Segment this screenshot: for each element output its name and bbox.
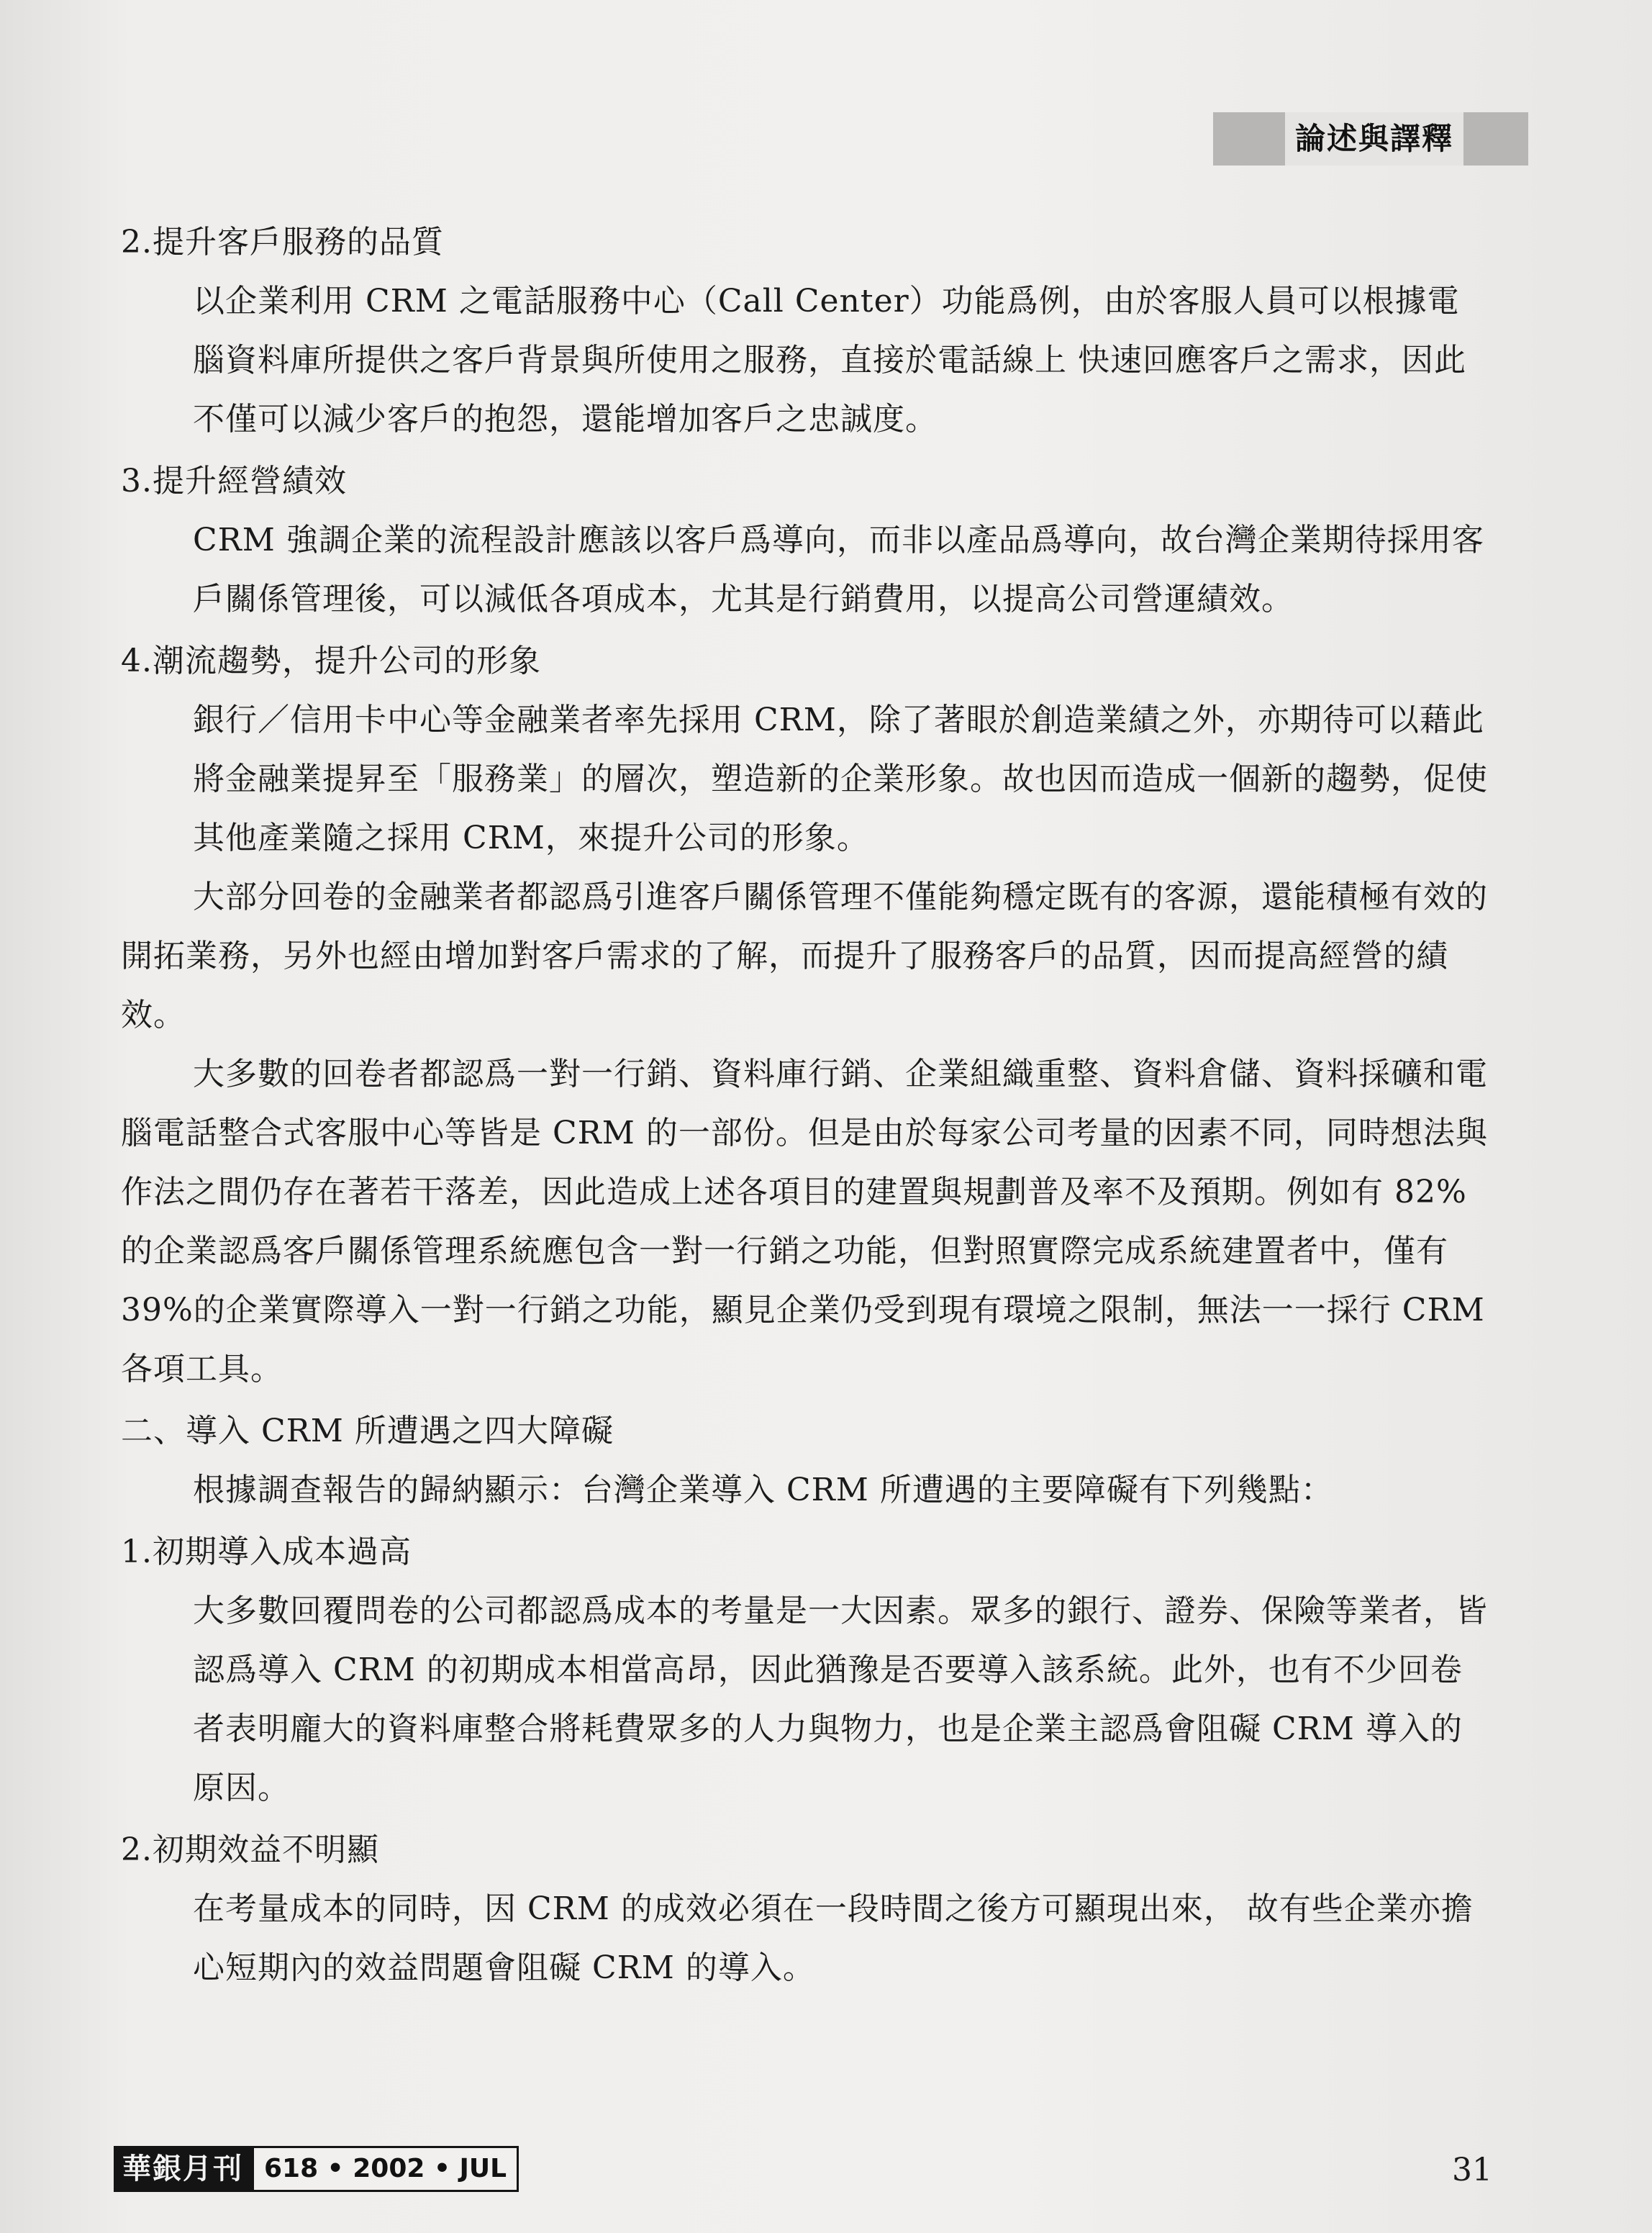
item3-title: 3.提升經營績效 [121, 463, 347, 499]
paragraph-2: 大多數的回卷者都認爲一對一行銷、資料庫行銷、企業組織重整、資料倉儲、資料採礦和電腦電話整合式客服中心等皆是 CRM 的一部份。但是由於每家公司考量的因素不同，同時想法與作法之間仍存在著若干落差，因此造成上述各項目的建置與規劃普及率不及預期。例如有 82%的企業認爲客戶關係管理系統應包含一對一行銷之功能，但對照實際完成系統建置者中，僅有 39%的企業實際導入一對一行銷之功能，顯見企業仍受到現有環境之限制，無法一一採行 CRM 各項工具。 [121, 1056, 1488, 1387]
item2-title: 2.提升客戶服務的品質 [121, 224, 444, 261]
item4-title: 4.潮流趨勢，提升公司的形象 [121, 643, 541, 679]
section2-title: 二、導入 CRM 所遭遇之四大障礙 [121, 1413, 614, 1449]
journal-issue: 618 • 2002 • JUL [252, 2146, 519, 2192]
header-bar-right [1463, 112, 1528, 166]
header-bar-left [1213, 112, 1285, 166]
item4-text: 銀行／信用卡中心等金融業者率先採用 CRM，除了著眼於創造業績之外，亦期待可以藉此將金融業提昇至「服務業」的層次，塑造新的企業形象。故也因而造成一個新的趨勢，促使其他產業隨之採用 CRM，來提升公司的形象。 [193, 702, 1488, 856]
section-label: 論述與譯釋 [1285, 112, 1463, 166]
obstacle2-title: 2.初期效益不明顯 [121, 1831, 379, 1868]
article-body [121, 213, 1488, 1998]
page-number: 31 [1452, 2152, 1492, 2188]
paragraph-1: 大部分回卷的金融業者都認爲引進客戶關係管理不僅能夠穩定既有的客源，還能積極有效的開拓業務，另外也經由增加對客戶需求的了解，而提升了服務客戶的品質，因而提高經營的績效。 [121, 879, 1488, 1033]
obstacle1-text: 大多數回覆問卷的公司都認爲成本的考量是一大因素。眾多的銀行、證券、保險等業者，皆認爲導入 CRM 的初期成本相當高昂，因此猶豫是否要導入該系統。此外，也有不少回卷者表明龐大的資料庫整合將耗費眾多的人力與物力，也是企業主認爲會阻礙 CRM 導入的原因。 [193, 1593, 1488, 1806]
obstacle2-text: 在考量成本的同時，因 CRM 的成效必須在一段時間之後方可顯現出來， 故有些企業亦擔心短期內的效益問題會阻礙 CRM 的導入。 [193, 1890, 1474, 1986]
item2-text: 以企業利用 CRM 之電話服務中心（Call Center）功能爲例，由於客服人員可以根據電腦資料庫所提供之客戶背景與所使用之服務，直接於電話線上 快速回應客戶之需求，因此不僅可以減少客戶的抱怨，還能增加客戶之忠誠度。 [193, 283, 1466, 438]
section-header-tag [1213, 112, 1528, 166]
section2-intro: 根據調查報告的歸納顯示：台灣企業導入 CRM 所遭遇的主要障礙有下列幾點： [193, 1472, 1333, 1508]
journal-name: 華銀月刊 [114, 2146, 252, 2192]
item3-text: CRM 強調企業的流程設計應該以客戶爲導向，而非以產品爲導向，故台灣企業期待採用客戶關係管理後，可以減低各項成本，尤其是行銷費用，以提高公司營運績效。 [193, 522, 1484, 617]
obstacle1-title: 1.初期導入成本過高 [121, 1534, 412, 1570]
journal-footer [114, 2146, 519, 2192]
